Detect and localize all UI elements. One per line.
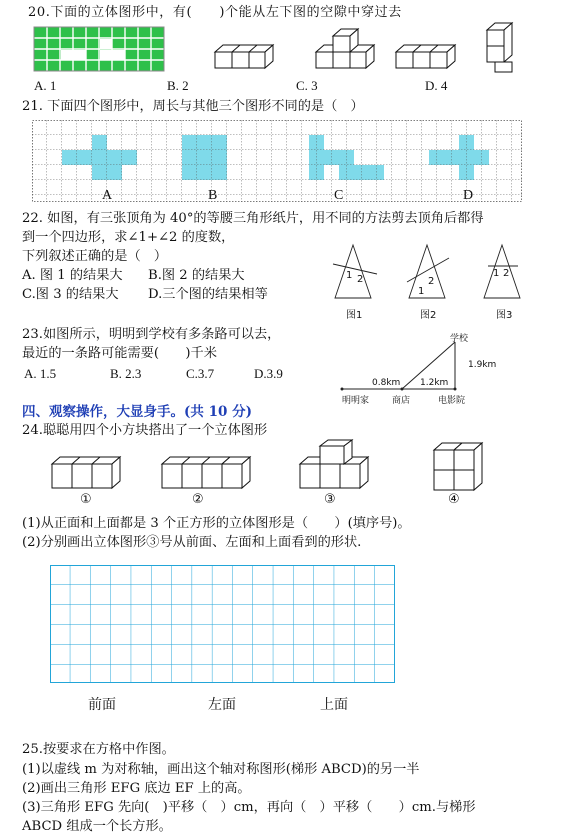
q20-solid-3 xyxy=(396,38,466,72)
q21-label-d: D xyxy=(463,188,474,203)
q23-label-d1: 0.8km xyxy=(372,378,401,388)
q22-caption-3: 图3 xyxy=(496,310,513,321)
q20-solid-2 xyxy=(316,32,376,72)
q22-option-c: C.图 3 的结果大 xyxy=(22,287,119,302)
q24-drawing-grid xyxy=(50,565,396,685)
q25-line1: 25.按要求在方格中作图。 xyxy=(22,742,175,757)
q25-line5: ABCD 组成一个长方形。 xyxy=(22,819,172,834)
q23-label-d2: 1.2km xyxy=(420,378,449,388)
q23-line1: 23.如图所示，明明到学校有多条路可以去， xyxy=(22,327,281,342)
q22-line1: 22. 如图，有三张顶角为 40°的等腰三角形纸片，用不同的方法剪去顶角后都得 xyxy=(22,211,484,226)
q20-solid-1 xyxy=(215,44,275,72)
q20-option-d: D. 4 xyxy=(425,78,448,93)
q21-label-c: C xyxy=(334,188,344,203)
q25-line4: (3)三角形 EFG 先向( )平移（ ）cm，再向（ ）平移（ ）cm.与梯形 xyxy=(22,800,476,815)
q24-solid-3 xyxy=(300,440,380,490)
q24-line1: 24.聪聪用四个小方块搭出了一个立体图形 xyxy=(22,423,268,438)
q22-option-b: B.图 2 的结果大 xyxy=(148,268,245,283)
q24-mark-3: ③ xyxy=(324,492,336,507)
q25-line3: (2)画出三角形 EFG 底边 EF 上的高。 xyxy=(22,781,251,796)
q23-option-b: B. 2.3 xyxy=(110,366,142,381)
q24-view-top: 上面 xyxy=(320,697,348,713)
q23-label-school: 学校 xyxy=(450,334,469,344)
q23-option-c: C.3.7 xyxy=(186,366,215,381)
q20-solid-4 xyxy=(487,22,517,74)
q22-line3: 下列叙述正确的是（ ） xyxy=(22,249,168,264)
q20-gap-grid xyxy=(34,27,166,73)
q24-view-left: 左面 xyxy=(208,697,236,713)
q24-view-front: 前面 xyxy=(88,697,116,713)
q24-sub1: (1)从正面和上面都是 3 个正方形的立体图形是（ ）(填序号)。 xyxy=(22,516,411,531)
q22-angle-label-1b: 2 xyxy=(357,274,364,285)
q22-angle-label-1a: 1 xyxy=(346,270,353,281)
q24-mark-2: ② xyxy=(192,492,204,507)
q22-line2: 到一个四边形，求∠1+∠2 的度数， xyxy=(22,230,235,245)
q24-mark-4: ④ xyxy=(448,492,460,507)
q24-solid-4 xyxy=(434,442,494,492)
q22-angle-label-3a: 1 xyxy=(493,268,500,279)
q23-label-home: 明明家 xyxy=(342,396,370,406)
q22-caption-2: 图2 xyxy=(420,310,437,321)
section-4-title: 四、观察操作，大显身手。(共 10 分) xyxy=(22,404,252,420)
q24-solid-1 xyxy=(52,456,122,490)
q20-option-b: B. 2 xyxy=(167,78,189,93)
q22-option-a: A. 图 1 的结果大 xyxy=(22,268,123,283)
q22-caption-1: 图1 xyxy=(346,310,363,321)
q20-option-a: A. 1 xyxy=(34,78,57,93)
q25-line2: (1)以虚线 m 为对称轴，画出这个轴对称图形(梯形 ABCD)的另一半 xyxy=(22,762,420,777)
q23-label-cinema: 电影院 xyxy=(438,396,466,406)
q20-option-c: C. 3 xyxy=(296,78,318,93)
q23-line2: 最近的一条路可能需要( )千米 xyxy=(22,346,217,361)
q24-solid-2 xyxy=(162,456,252,490)
q22-angle-label-3b: 2 xyxy=(503,268,510,279)
q23-label-shop: 商店 xyxy=(392,396,411,406)
q20-text: 20.下面的立体图形中，有( )个能从左下图的空隙中穿过去 xyxy=(28,5,402,20)
q23-option-a: A. 1.5 xyxy=(24,366,57,381)
q22-angle-label-2a: 1 xyxy=(418,286,425,297)
q21-text: 21. 下面四个图形中，周长与其他三个图形不同的是（ ） xyxy=(22,99,364,114)
q23-option-d: D.3.9 xyxy=(254,366,283,381)
q24-sub2: (2)分别画出立体图形③号从前面、左面和上面看到的形状. xyxy=(22,535,362,550)
q23-label-d3: 1.9km xyxy=(468,360,497,370)
q24-mark-1: ① xyxy=(80,492,92,507)
q21-label-a: A xyxy=(102,188,113,203)
q21-label-b: B xyxy=(208,188,218,203)
q22-triangle-2 xyxy=(405,244,455,302)
q22-angle-label-2b: 2 xyxy=(428,276,435,287)
q22-triangle-1 xyxy=(333,244,383,302)
q22-option-d: D.三个图的结果相等 xyxy=(148,287,268,302)
